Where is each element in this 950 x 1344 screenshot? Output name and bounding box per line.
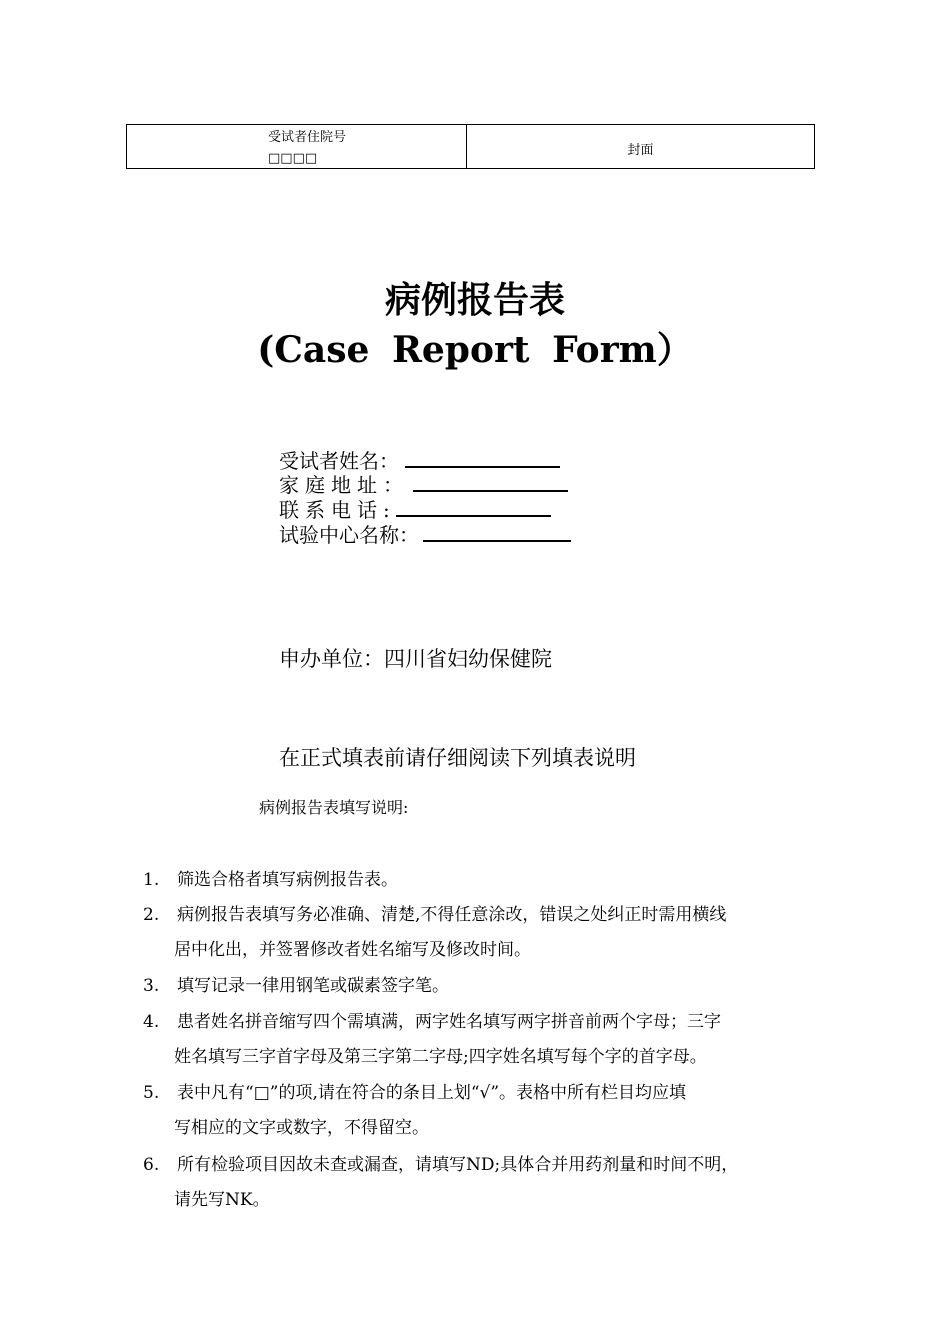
instruction-continuation: 请先写NK。 [174, 1190, 270, 1210]
instruction-text: 病例报告表填写务必准确、清楚,不得任意涂改，错误之处纠正时需用横线 [177, 905, 727, 925]
reading-notice: 在正式填表前请仔细阅读下列填表说明 [279, 746, 636, 770]
phone-label: 联系电话: [279, 498, 396, 522]
instruction-number: 2. [143, 905, 160, 925]
trial-center-blank[interactable] [423, 522, 571, 542]
subject-name-blank[interactable] [405, 448, 560, 468]
instruction-continuation: 居中化出，并签署修改者姓名缩写及修改时间。 [174, 940, 531, 960]
instruction-text: 所有检验项目因故未查或漏查，请填写ND;具体合并用药剂量和时间不明， [177, 1155, 739, 1175]
instruction-item [143, 1007, 721, 1032]
header-table [126, 124, 815, 169]
instruction-continuation: 姓名填写三字首字母及第三字第二字母;四字姓名填写每个字的首字母。 [174, 1047, 707, 1067]
instruction-item [143, 1150, 738, 1175]
instruction-item [143, 865, 398, 890]
instruction-text: 表中凡有“□”的项,请在符合的条目上划“√”。表格中所有栏目均应填 [177, 1083, 687, 1103]
instruction-text: 患者姓名拼音缩写四个需填满，两字姓名填写两字拼音前两个字母；三字 [177, 1012, 721, 1032]
home-address-label: 家庭地址： [279, 473, 409, 497]
trial-center-field [279, 519, 571, 548]
patient-id-boxes[interactable]: □□□□ [268, 151, 318, 166]
patient-id-cell [127, 125, 467, 168]
instructions-title: 病例报告表填写说明: [259, 798, 409, 817]
instruction-item [143, 1078, 686, 1103]
trial-center-label: 试验中心名称： [279, 523, 419, 547]
instruction-number: 1. [143, 870, 160, 890]
instruction-continuation: 写相应的文字或数字，不得留空。 [174, 1118, 429, 1138]
form-title: 病例报告表 [384, 279, 565, 321]
sponsor-text: 申办单位：四川省妇幼保健院 [279, 647, 552, 671]
instruction-item [143, 971, 449, 996]
instruction-text: 填写记录一律用钢笔或碳素签字笔。 [177, 976, 449, 996]
phone-blank[interactable] [396, 497, 551, 517]
instruction-text: 筛选合格者填写病例报告表。 [177, 870, 398, 890]
cover-label: 封面 [627, 143, 654, 158]
patient-id-label: 受试者住院号 [268, 130, 347, 145]
subject-name-label: 受试者姓名： [279, 449, 399, 473]
cover-cell [467, 125, 814, 168]
instruction-number: 4. [143, 1012, 160, 1032]
form-title-english: (Case Report Form） [257, 329, 693, 371]
instruction-number: 6. [143, 1155, 160, 1175]
instruction-number: 3. [143, 976, 160, 996]
home-address-blank[interactable] [413, 472, 568, 492]
instruction-number: 5. [143, 1083, 160, 1103]
instruction-item [143, 900, 726, 925]
